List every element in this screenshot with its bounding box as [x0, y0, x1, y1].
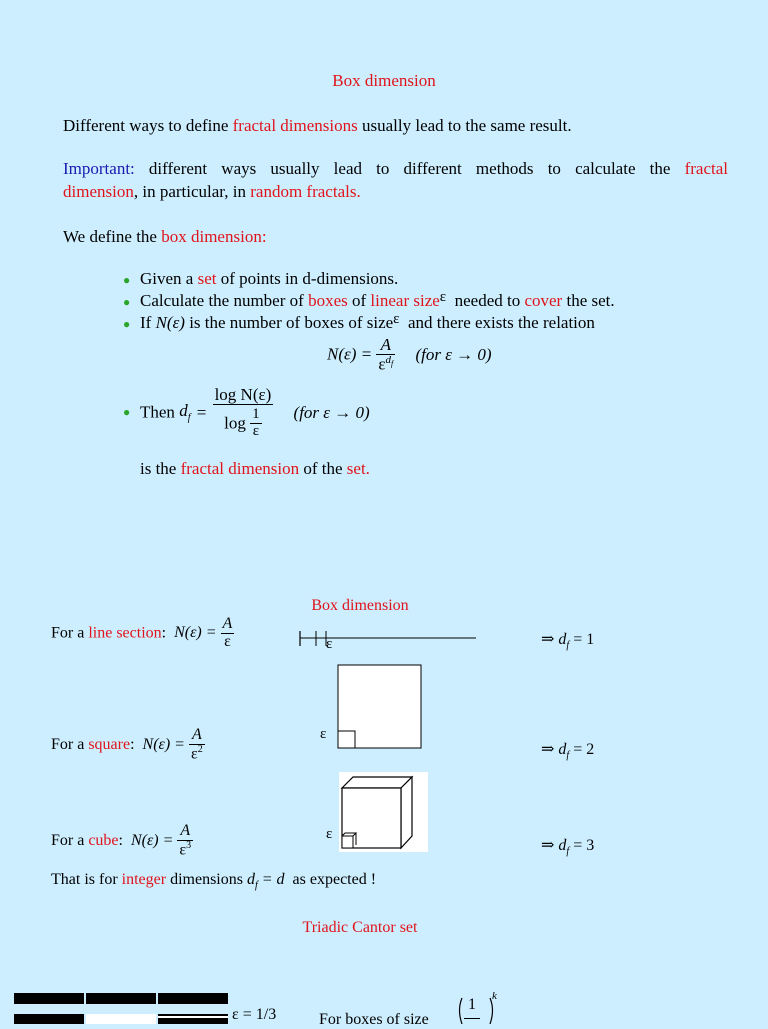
cantor-title: Triadic Cantor set: [302, 919, 418, 936]
important-red-fractal: fractal: [684, 159, 728, 178]
formula1-eps: ε: [378, 354, 386, 374]
formula2-den: [213, 405, 274, 440]
line-math: N(ε) =: [174, 624, 217, 642]
cube-result: [541, 835, 594, 857]
bullet-3-math: N(ε): [155, 313, 185, 332]
integer-dimension-line: [51, 871, 376, 891]
formula1-sup: d: [385, 353, 391, 366]
square-result: [541, 739, 594, 761]
cantor-bar-level0-segment: [14, 993, 84, 1004]
cantor-bar-level0-segment: [86, 993, 156, 1004]
cantor-epsilon: ε = 1/3: [232, 1006, 277, 1023]
line-pre: For a: [51, 624, 89, 642]
bullet-dot: ●: [123, 405, 131, 419]
bullet-dot: ●: [123, 295, 131, 309]
conclusion-red: fractal dimension: [180, 459, 300, 478]
cube-math: N(ε) =: [130, 831, 174, 849]
bullet-3-post: and there exists the relation: [399, 313, 595, 332]
integer-red: integer: [121, 871, 167, 888]
bullet-3: [140, 313, 595, 333]
conclusion-red2: set.: [346, 459, 370, 478]
cantor-bar-level0-segment: [158, 993, 228, 1004]
formula2-fraction: [213, 386, 274, 439]
formula-box-dimension: [327, 336, 492, 373]
square-diagram: [337, 664, 423, 750]
cube-diagram: [339, 772, 428, 852]
square-result-sub: f: [566, 750, 570, 762]
line-colon: :: [161, 624, 167, 642]
bullet-3-mid: is the number of boxes of size: [184, 313, 394, 332]
integer-math-sub: f: [254, 880, 258, 892]
cantor-bar-level1-segment: [14, 1014, 84, 1024]
bullet-2-post: the set.: [562, 291, 615, 310]
formula2-inner-den: ε: [252, 422, 260, 439]
square-pre: For a: [51, 735, 89, 753]
line-section-row: [51, 616, 234, 651]
formula1-den: [376, 355, 395, 374]
bullet-2-mid2: needed to: [446, 291, 525, 310]
important-text: different ways usually lead to different methods to calculate the: [134, 159, 685, 178]
square-colon: :: [130, 735, 135, 753]
square-den: ε: [190, 745, 198, 763]
cube-num: A: [177, 823, 193, 841]
bullet-2-red-cover: cover: [524, 291, 563, 310]
line-num: A: [222, 615, 233, 632]
formula1-num: A: [376, 336, 395, 355]
formula-fractal-dimension: [140, 386, 370, 439]
define-paragraph: [63, 227, 267, 247]
bullet-3-eps: ε: [393, 311, 400, 327]
bullet-1: [140, 269, 398, 289]
formula2-den-log: log: [224, 413, 246, 433]
bullet-2: [140, 291, 615, 311]
intro-text-pre: Different ways to define: [63, 116, 233, 135]
conclusion-pre: is the: [140, 459, 181, 478]
bullet-4-pre: Then: [140, 402, 180, 422]
line-fraction: [221, 616, 235, 651]
bullet-2-mid1: of: [347, 291, 371, 310]
important-red-random: random fractals.: [250, 182, 361, 201]
important-red-dimension: dimension: [63, 182, 134, 201]
formula2-inner-num: 1: [252, 405, 260, 422]
bullet-1-pre: Given a: [140, 269, 198, 288]
cantor-exponent: k: [492, 990, 497, 1002]
line-red: line section: [88, 624, 162, 642]
define-red: box dimension:: [161, 227, 267, 246]
square-red: square: [88, 735, 131, 753]
cube-row: [51, 823, 193, 859]
important-paragraph-line1: [63, 159, 728, 179]
important-paragraph-line2: [63, 182, 361, 202]
formula1-sub: f: [390, 359, 394, 369]
bullet-3-pre: If: [140, 313, 156, 332]
bullet-1-red: set: [197, 269, 217, 288]
important-label: Important:: [63, 159, 135, 178]
cube-pre: For a: [51, 831, 89, 849]
square-math: N(ε) =: [142, 735, 185, 753]
cube-result-sub: f: [566, 846, 570, 858]
bullet-2-eps: ε: [439, 289, 447, 305]
formula2-d: d: [179, 401, 188, 421]
bullet-dot: ●: [123, 273, 131, 287]
bullet-2-red-boxes: boxes: [308, 291, 348, 310]
page-title: Box dimension: [332, 71, 436, 90]
formula2-eq: =: [196, 402, 207, 422]
line-result-sub: f: [566, 640, 570, 652]
intro-text-post: usually lead to the same result.: [357, 116, 572, 135]
important-mid: , in particular, in: [133, 182, 251, 201]
line-den: ε: [224, 632, 231, 650]
cantor-fraction-parentheses: [456, 994, 506, 1024]
line-section-diagram: [298, 628, 478, 650]
formula2-condition: (for ε → 0): [293, 402, 370, 422]
cube-result-val: = 3: [569, 837, 595, 854]
line-result-val: = 1: [569, 631, 595, 648]
formula2-sub: f: [187, 412, 191, 424]
square-num: A: [189, 727, 205, 745]
define-pre: We define the: [63, 227, 162, 246]
line-result: [541, 629, 594, 651]
line-epsilon-label: ε: [326, 636, 333, 652]
cube-red: cube: [88, 831, 119, 849]
square-fraction: [189, 727, 205, 763]
cube-colon: :: [118, 831, 123, 849]
cantor-fraction-bar: [464, 1018, 480, 1019]
formula2-num: log N(ε): [214, 385, 272, 404]
integer-math-d: d: [246, 871, 255, 888]
cantor-fraction-num: 1: [468, 996, 476, 1013]
formula1-fraction: [376, 336, 395, 373]
bullet-1-post: of points in d-dimensions.: [216, 269, 399, 288]
cantor-bar-level1-gap: [86, 1014, 156, 1024]
bullet-dot: ●: [123, 317, 131, 331]
cube-epsilon-label: ε: [326, 826, 333, 842]
square-row: [51, 727, 205, 763]
formula1-condition: (for ε → 0): [415, 344, 492, 364]
intro-paragraph: [63, 116, 572, 136]
conclusion-line: [140, 459, 370, 479]
cube-result-d: ⇒ d: [541, 837, 567, 854]
square-result-d: ⇒ d: [541, 741, 567, 758]
bullet-2-pre: Calculate the number of: [140, 291, 309, 310]
section-title-box-dimension: Box dimension: [311, 597, 409, 614]
integer-math-rest: = d: [257, 871, 285, 888]
cantor-bar-level1-highlight: [158, 1016, 228, 1018]
line-result-d: ⇒ d: [541, 631, 567, 648]
intro-text-red: fractal dimensions: [232, 116, 358, 135]
bullet-2-red-linear: linear size: [370, 291, 440, 310]
square-epsilon-label: ε: [320, 726, 327, 742]
cantor-boxes-text: For boxes of size: [319, 1011, 429, 1028]
integer-mid: dimensions: [166, 871, 247, 888]
integer-pre: That is for: [51, 871, 122, 888]
square-sup: 2: [197, 743, 203, 755]
conclusion-mid: of the: [299, 459, 347, 478]
formula2-inner-fraction: [250, 407, 262, 440]
cube-sup: 3: [186, 839, 192, 851]
formula1-lhs: N(ε) =: [327, 344, 373, 364]
integer-post: as expected !: [284, 871, 377, 888]
cube-fraction: [177, 823, 193, 859]
cube-den: ε: [179, 841, 187, 859]
square-result-val: = 2: [569, 741, 595, 758]
